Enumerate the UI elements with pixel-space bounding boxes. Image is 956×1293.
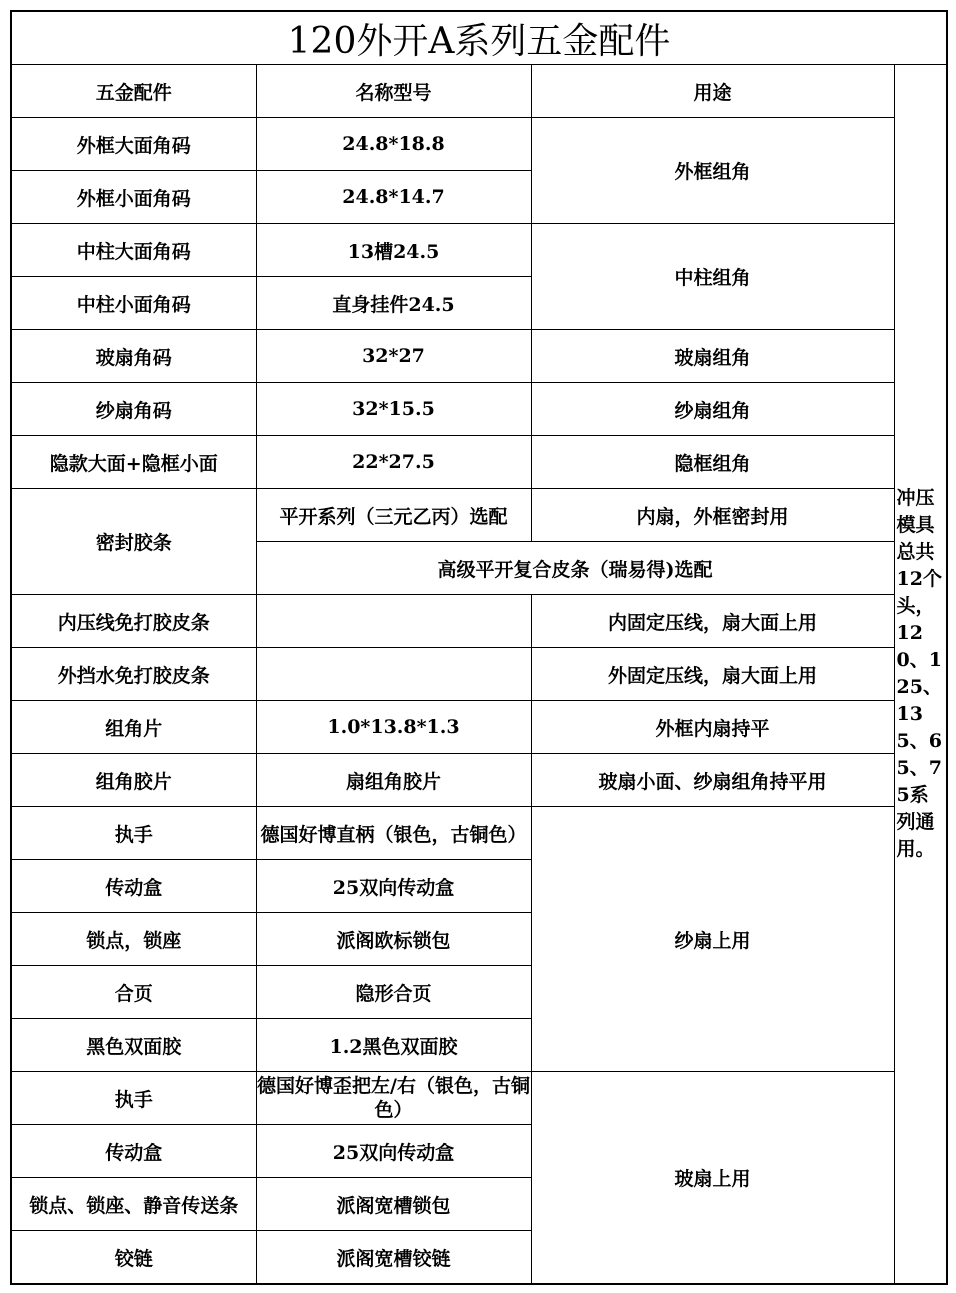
table-row — [11, 224, 947, 277]
cell-use: 外固定压线，扇大面上用 — [531, 648, 894, 701]
cell-part: 隐款大面+隐框小面 — [11, 436, 256, 489]
table-row — [11, 807, 947, 860]
cell-model: 32*15.5 — [256, 383, 531, 436]
cell-model: 平开系列（三元乙丙）选配 — [256, 489, 531, 542]
cell-model: 24.8*14.7 — [256, 171, 531, 224]
cell-model: 高级平开复合皮条（瑞易得)选配 — [256, 542, 894, 595]
cell-model: 派阁宽槽锁包 — [256, 1178, 531, 1231]
cell-model: 24.8*18.8 — [256, 118, 531, 171]
cell-model: 1.0*13.8*1.3 — [256, 701, 531, 754]
cell-part: 锁点、锁座、静音传送条 — [11, 1178, 256, 1231]
cell-use: 纱扇组角 — [531, 383, 894, 436]
cell-use: 纱扇上用 — [531, 807, 894, 1072]
cell-part: 外挡水免打胶皮条 — [11, 648, 256, 701]
hardware-table — [10, 10, 948, 1285]
header-model: 名称型号 — [256, 65, 531, 118]
cell-use: 内固定压线，扇大面上用 — [531, 595, 894, 648]
table-row — [11, 383, 947, 436]
cell-part: 传动盒 — [11, 860, 256, 913]
cell-model: 32*27 — [256, 330, 531, 383]
side-note: 冲压模具总共12个头，120、125、135、65、75系列通用。 — [894, 65, 947, 1285]
cell-use: 玻扇小面、纱扇组角持平用 — [531, 754, 894, 807]
cell-model — [256, 595, 531, 648]
cell-model: 德国好博直柄（银色，古铜色） — [256, 807, 531, 860]
table-row — [11, 1072, 947, 1125]
cell-use: 玻扇组角 — [531, 330, 894, 383]
cell-model: 隐形合页 — [256, 966, 531, 1019]
cell-use: 玻扇上用 — [531, 1072, 894, 1285]
table-row — [11, 489, 947, 542]
table-row — [11, 754, 947, 807]
cell-part: 中柱小面角码 — [11, 277, 256, 330]
cell-model: 13槽24.5 — [256, 224, 531, 277]
cell-model: 派阁宽槽铰链 — [256, 1231, 531, 1285]
table-row — [11, 595, 947, 648]
cell-part: 中柱大面角码 — [11, 224, 256, 277]
table-row — [11, 648, 947, 701]
cell-model: 22*27.5 — [256, 436, 531, 489]
cell-part: 执手 — [11, 1072, 256, 1125]
cell-part: 组角片 — [11, 701, 256, 754]
cell-part: 锁点，锁座 — [11, 913, 256, 966]
sheet-title: 120外开A系列五金配件 — [11, 11, 947, 65]
cell-model: 1.2黑色双面胶 — [256, 1019, 531, 1072]
cell-part: 外框大面角码 — [11, 118, 256, 171]
table-row — [11, 701, 947, 754]
header-use: 用途 — [531, 65, 894, 118]
cell-model: 25双向传动盒 — [256, 860, 531, 913]
table-row — [11, 436, 947, 489]
cell-model: 直身挂件24.5 — [256, 277, 531, 330]
cell-model: 扇组角胶片 — [256, 754, 531, 807]
table-row — [11, 330, 947, 383]
cell-part: 纱扇角码 — [11, 383, 256, 436]
cell-use: 内扇，外框密封用 — [531, 489, 894, 542]
cell-part: 组角胶片 — [11, 754, 256, 807]
cell-part: 铰链 — [11, 1231, 256, 1285]
cell-use: 外框内扇持平 — [531, 701, 894, 754]
cell-part: 合页 — [11, 966, 256, 1019]
cell-use: 隐框组角 — [531, 436, 894, 489]
cell-model — [256, 648, 531, 701]
header-part: 五金配件 — [11, 65, 256, 118]
cell-model: 派阁欧标锁包 — [256, 913, 531, 966]
cell-use: 中柱组角 — [531, 224, 894, 330]
cell-model: 德国好博歪把左/右（银色，古铜色） — [256, 1072, 531, 1125]
cell-part: 玻扇角码 — [11, 330, 256, 383]
cell-part: 黑色双面胶 — [11, 1019, 256, 1072]
cell-part: 内压线免打胶皮条 — [11, 595, 256, 648]
cell-part: 外框小面角码 — [11, 171, 256, 224]
cell-part: 密封胶条 — [11, 489, 256, 595]
cell-part: 执手 — [11, 807, 256, 860]
table-row — [11, 118, 947, 171]
cell-part: 传动盒 — [11, 1125, 256, 1178]
cell-model: 25双向传动盒 — [256, 1125, 531, 1178]
cell-use: 外框组角 — [531, 118, 894, 224]
